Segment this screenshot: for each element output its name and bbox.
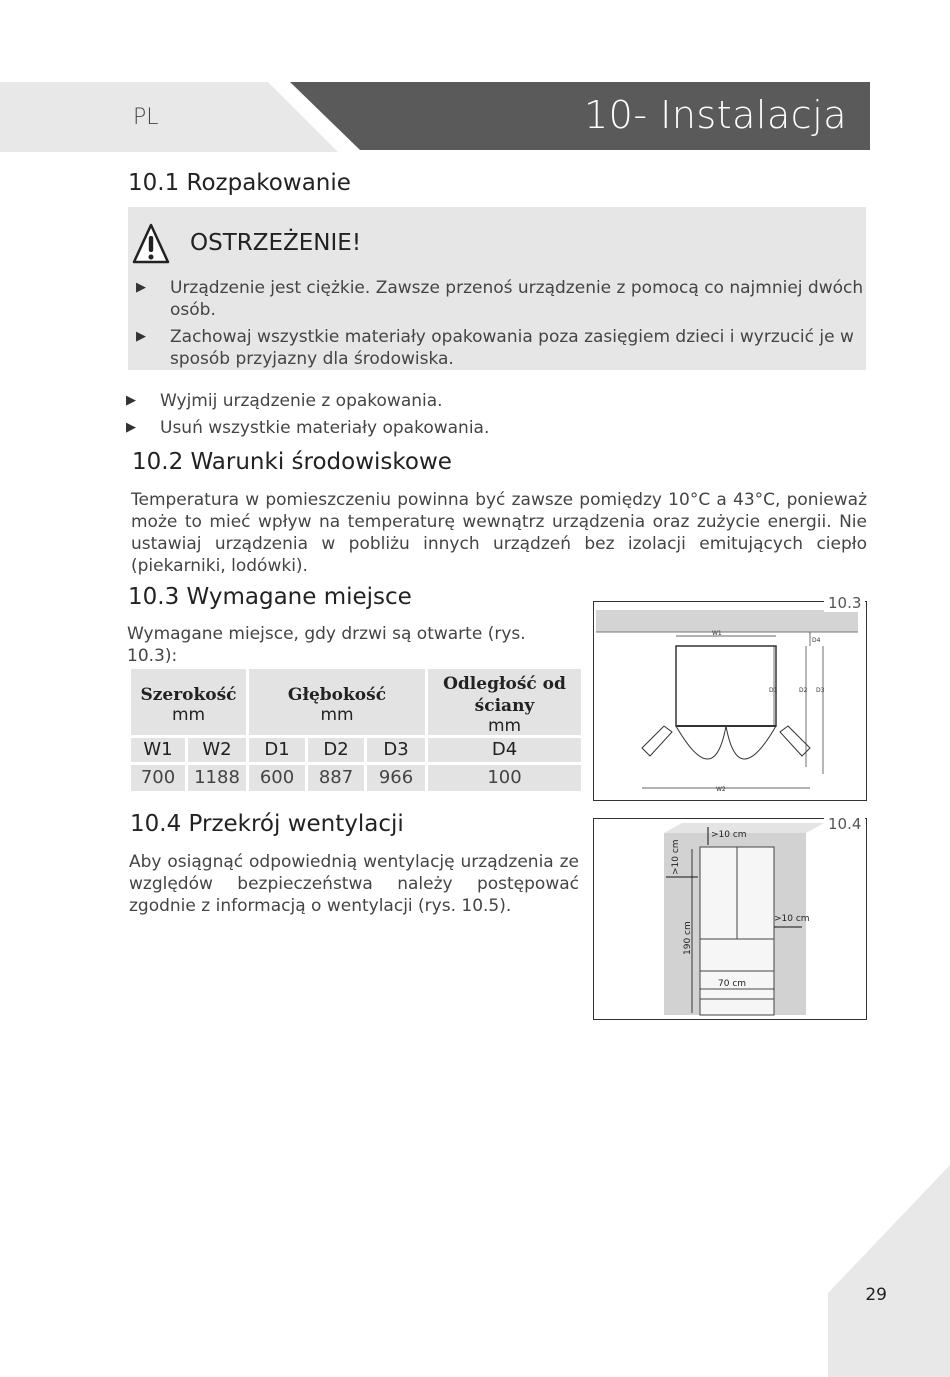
- label-w2: W2: [716, 786, 726, 793]
- table-code-cell: D4: [428, 738, 581, 762]
- label-height: 190 cm: [683, 921, 693, 955]
- table-group-header: Odległość od ściany mm: [428, 669, 581, 735]
- warning-item-text: Urządzenie jest ciężkie. Zawsze przenoś urządzenie z pomocą co najmniej dwóch osób.: [170, 278, 864, 320]
- table-code-cell: D3: [367, 738, 425, 762]
- required-space-paragraph: Wymagane miejsce, gdy drzwi są otwarte (rys. 10.3):: [127, 624, 526, 666]
- dimensions-table: [128, 666, 584, 794]
- table-group-header: Głębokość mm: [249, 669, 425, 735]
- ventilation-drawing: [594, 819, 866, 1019]
- table-code-cell: W1: [131, 738, 185, 762]
- page-number: 29: [865, 1285, 887, 1305]
- section-heading-required-space: 10.3 Wymagane miejsce: [128, 584, 412, 610]
- section-heading-environment: 10.2 Warunki środowiskowe: [132, 449, 452, 475]
- table-value-cell: 600: [249, 765, 305, 791]
- warning-triangle-icon: [132, 222, 170, 266]
- figure-number-10-4: 10.4: [824, 815, 865, 833]
- table-code-cell: D1: [249, 738, 305, 762]
- label-d1: D1: [769, 687, 778, 694]
- table-code-cell: W2: [188, 738, 246, 762]
- bullet-arrow-icon: ▶: [126, 420, 136, 435]
- table-value-cell: 700: [131, 765, 185, 791]
- label-right-gap: >10 cm: [774, 914, 810, 924]
- step-text: Usuń wszystkie materiały opakowania.: [160, 418, 490, 438]
- table-value-cell: 1188: [188, 765, 246, 791]
- table-group-header: Szerokość mm: [131, 669, 246, 735]
- label-side-gap: >10 cm: [671, 839, 681, 875]
- figure-ventilation-diagram: [593, 818, 867, 1020]
- table-value-cell: 887: [308, 765, 364, 791]
- figure-clearance-diagram: [593, 601, 867, 801]
- label-w1: W1: [712, 630, 722, 637]
- bullet-arrow-icon: ▶: [136, 329, 146, 344]
- bullet-arrow-icon: ▶: [136, 280, 146, 295]
- section-heading-ventilation: 10.4 Przekrój wentylacji: [130, 811, 404, 837]
- label-d4: D4: [812, 637, 821, 644]
- table-value-cell: 100: [428, 765, 581, 791]
- figure-number-10-3: 10.3: [824, 594, 865, 612]
- step-text: Wyjmij urządzenie z opakowania.: [160, 391, 443, 411]
- label-d2: D2: [799, 687, 808, 694]
- chapter-title: 10- Instalacja: [584, 93, 847, 137]
- warning-item-text: Zachowaj wszystkie materiały opakowania poza zasięgiem dzieci i wyrzucić je w sposób przyjazny dla środowiska.: [170, 327, 854, 369]
- table-code-cell: D2: [308, 738, 364, 762]
- footer-corner-shape: [828, 1165, 950, 1377]
- label-d3: D3: [816, 687, 825, 694]
- section-heading-unpacking: 10.1 Rozpakowanie: [128, 170, 351, 196]
- table-value-cell: 966: [367, 765, 425, 791]
- environment-paragraph: Temperatura w pomieszczeniu powinna być zawsze pomiędzy 10°C a 43°C, ponieważ może to mieć wpływ na temperaturę wewnątrz urządzenia oraz zużycie energii. Nie ustawiaj urządzenia w pobliżu innych urządzeń bez izolacji emitujących ciepło (piekarniki, lodówki).: [131, 490, 867, 576]
- warning-title: OSTRZEŻENIE!: [190, 230, 362, 256]
- label-top-gap: >10 cm: [711, 830, 747, 840]
- clearance-drawing: [594, 602, 866, 800]
- language-label: PL: [133, 105, 159, 130]
- label-width: 70 cm: [718, 979, 747, 989]
- bullet-arrow-icon: ▶: [126, 393, 136, 408]
- ventilation-paragraph: Aby osiągnąć odpowiednią wentylację urządzenia ze względów bezpieczeństwa należy postępować zgodnie z informacją o wentylacji (rys. 10.5).: [129, 852, 579, 916]
